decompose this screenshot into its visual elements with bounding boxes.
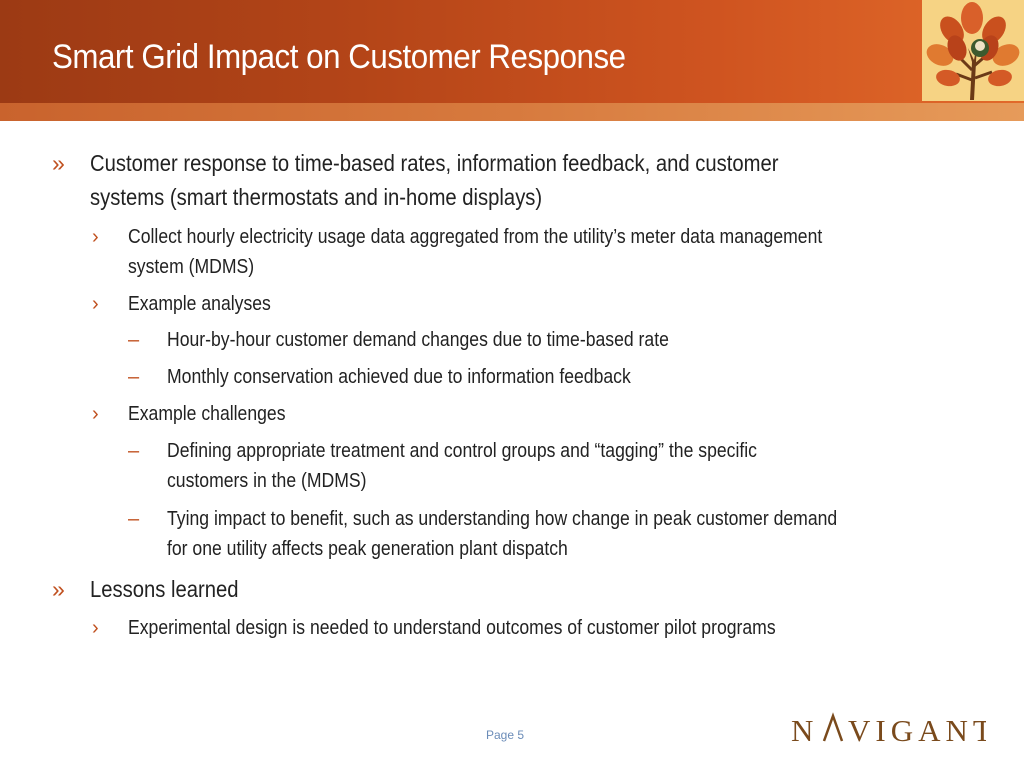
- page-number: Page 5: [486, 728, 525, 742]
- navigant-logo-icon: [791, 712, 986, 746]
- svg-text:N: N: [791, 713, 818, 746]
- bullet-text-line: Monthly conservation achieved due to information feedback: [167, 366, 631, 388]
- bullet-marker: ›: [92, 226, 99, 248]
- bullet-text-line: systems (smart thermostats and in-home displays): [90, 184, 543, 210]
- bullet-text-line: Customer response to time-based rates, information feedback, and customer: [90, 150, 779, 176]
- slide-title: Smart Grid Impact on Customer Response: [52, 38, 626, 76]
- bullet-marker: »: [52, 576, 65, 602]
- bullet-text-line: Example challenges: [128, 403, 286, 425]
- bullet-marker: ›: [92, 293, 99, 315]
- bullet-marker: –: [128, 366, 140, 388]
- bullet-text-line: system (MDMS): [128, 256, 255, 278]
- bullet-marker: »: [52, 150, 65, 176]
- header-accent-stripe: [0, 103, 1024, 121]
- bullet-marker: –: [128, 329, 140, 351]
- bullet-marker: ›: [92, 403, 99, 425]
- bullet-text-line: Defining appropriate treatment and control groups and “tagging” the specific: [167, 440, 757, 462]
- bullet-text-line: for one utility affects peak generation plant dispatch: [167, 538, 568, 560]
- bullet-text-line: Lessons learned: [90, 576, 239, 602]
- svg-text:VIGANT: VIGANT: [848, 713, 986, 746]
- bullet-marker: ›: [92, 617, 99, 639]
- bullet-text-line: Experimental design is needed to understand outcomes of customer pilot programs: [128, 617, 776, 639]
- bullet-text-line: Tying impact to benefit, such as understanding how change in peak customer demand: [167, 508, 838, 530]
- bullet-marker: –: [128, 440, 140, 462]
- autumn-tree-logo-icon: [922, 0, 1024, 101]
- bullet-text-line: Example analyses: [128, 293, 271, 315]
- bullet-marker: –: [128, 508, 140, 530]
- bullet-text-line: customers in the (MDMS): [167, 470, 367, 492]
- bullet-text-line: Collect hourly electricity usage data aggregated from the utility’s meter data management: [128, 226, 823, 248]
- bullet-text-line: Hour-by-hour customer demand changes due to time-based rate: [167, 329, 669, 351]
